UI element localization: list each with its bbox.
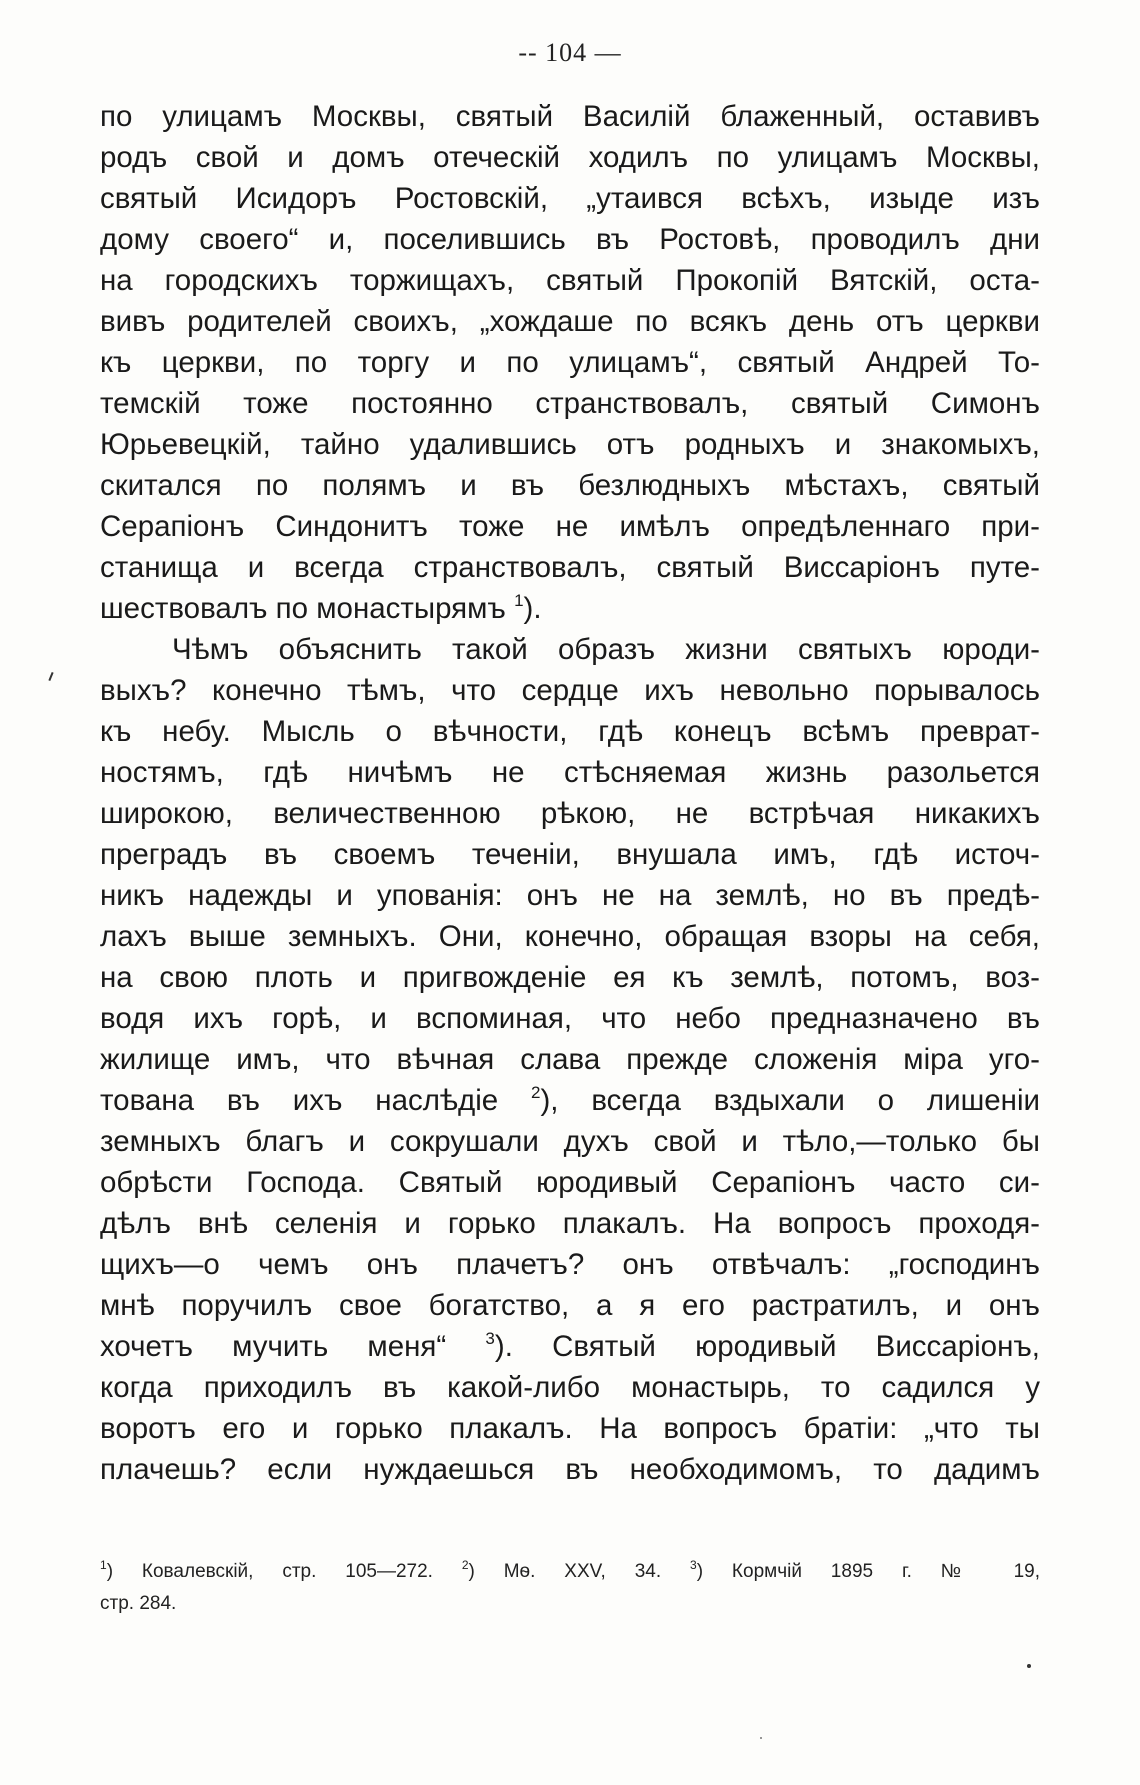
footnote-3 [690, 1558, 1041, 1582]
main-text [100, 96, 1040, 1490]
text-line: скитался по полямъ и въ безлюдныхъ мѣстахъ, святый [100, 469, 1040, 502]
text-line: мнѣ поручилъ свое богатство, а я его растратилъ, и онъ [100, 1289, 1040, 1322]
text-line: Серапіонъ Синдонитъ тоже не имѣлъ опредѣленнаго при- [100, 510, 1040, 543]
footnote-1 [100, 1558, 433, 1582]
margin-mark [48, 672, 53, 681]
line-text: ). Святый юродивый Виссаріонъ, [494, 1330, 1040, 1363]
text-line: водя ихъ горѣ, и вспоминая, что небо предназначено въ [100, 1002, 1040, 1035]
footnotes [100, 1556, 1040, 1620]
footnote-ref: 2 [531, 1083, 541, 1102]
footnote-text: ) Мѳ. XXV, 34. [468, 1561, 662, 1582]
text-line: на городскихъ торжищахъ, святый Прокопій Вятскій, оста- [100, 264, 1040, 297]
text-line: Чѣмъ объяснить такой образъ жизни святыхъ юроди- [172, 633, 1040, 666]
footnote-text: ) Ковалевскій, стр. 105—272. [106, 1561, 433, 1582]
text-line: жилище имъ, что вѣчная слава прежде сложенія міра уго- [100, 1043, 1040, 1076]
text-line: на свою плоть и пригвожденіе ея къ землѣ, потомъ, воз- [100, 961, 1040, 994]
text-line: станища и всегда странствовалъ, святый Виссаріонъ путе- [100, 551, 1040, 584]
text-line: ностямъ, гдѣ ничѣмъ не стѣсняемая жизнь разольется [100, 756, 1040, 789]
text-line: щихъ—о чемъ онъ плачетъ? онъ отвѣчалъ: „господинъ [100, 1248, 1040, 1281]
footnote-ref: 1 [514, 591, 524, 610]
text-line: когда приходилъ въ какой-либо монастырь, то садился у [100, 1371, 1040, 1404]
text-line: Юрьевецкій, тайно удалившись отъ родныхъ и знакомыхъ, [100, 428, 1040, 461]
text-line: обрѣсти Господа. Святый юродивый Серапіонъ часто си- [100, 1166, 1040, 1199]
footnote-text: ) Кормчій 1895 г. № 19, [696, 1561, 1041, 1582]
text-line [100, 1326, 1040, 1367]
text-line: къ церкви, по торгу и по улицамъ“, святый Андрей То- [100, 346, 1040, 379]
text-line: по улицамъ Москвы, святый Василій блаженный, оставивъ [100, 100, 1040, 133]
ink-speck [760, 1737, 762, 1739]
footnote-line [100, 1556, 1040, 1588]
text-line [100, 1080, 1040, 1121]
text-line: воротъ его и горько плакалъ. На вопросъ братіи: „что ты [100, 1412, 1040, 1445]
text-line: родъ свой и домъ отеческій ходилъ по улицамъ Москвы, [100, 141, 1040, 174]
ink-speck [1027, 1664, 1031, 1668]
text-line: лахъ выше земныхъ. Они, конечно, обращая взоры на себя, [100, 920, 1040, 953]
text-line: темскій тоже постоянно странствовалъ, святый Симонъ [100, 387, 1040, 420]
text-line: преградъ въ своемъ теченіи, внушала имъ, гдѣ источ- [100, 838, 1040, 871]
footnote-number: 1 [100, 1558, 107, 1572]
line-text: тована въ ихъ наслѣдіе [100, 1084, 532, 1117]
footnote-2 [461, 1558, 662, 1582]
text-line: выхъ? конечно тѣмъ, что сердце ихъ невольно порывалось [100, 674, 1040, 707]
text-line: никъ надежды и упованія: онъ не на землѣ, но въ предѣ- [100, 879, 1040, 912]
text-line: широкою, величественною рѣкою, не встрѣчая никакихъ [100, 797, 1040, 830]
text-line [100, 588, 1040, 629]
text-line: дому своего“ и, поселившись въ Ростовѣ, проводилъ дни [100, 223, 1040, 256]
text-line: къ небу. Мысль о вѣчности, гдѣ конецъ всѣмъ преврат- [100, 715, 1040, 748]
footnote-line: стр. 284. [100, 1593, 177, 1614]
footnote-number: 2 [461, 1558, 469, 1572]
line-text: хочетъ мучить меня“ [100, 1330, 486, 1363]
text-line: вивъ родителей своихъ, „хождаше по всякъ день отъ церкви [100, 305, 1040, 338]
footnote-ref: 3 [485, 1329, 495, 1348]
page-number: -- 104 — [518, 38, 622, 67]
text-line: дѣлъ внѣ селенія и горько плакалъ. На вопросъ проходя- [100, 1207, 1040, 1240]
line-text: ), всегда вздыхали о лишеніи [540, 1084, 1040, 1117]
footnote-number: 3 [690, 1558, 697, 1572]
text-line: святый Исидоръ Ростовскій, „утаився всѣхъ, изыде изъ [100, 182, 1040, 215]
text-line: плачешь? если нуждаешься въ необходимомъ, то дадимъ [100, 1453, 1040, 1486]
text-line: земныхъ благъ и сокрушали духъ свой и тѣло,—только бы [100, 1125, 1040, 1158]
line-text: шествовалъ по монастырямъ [100, 592, 515, 625]
line-text: ). [523, 592, 542, 625]
